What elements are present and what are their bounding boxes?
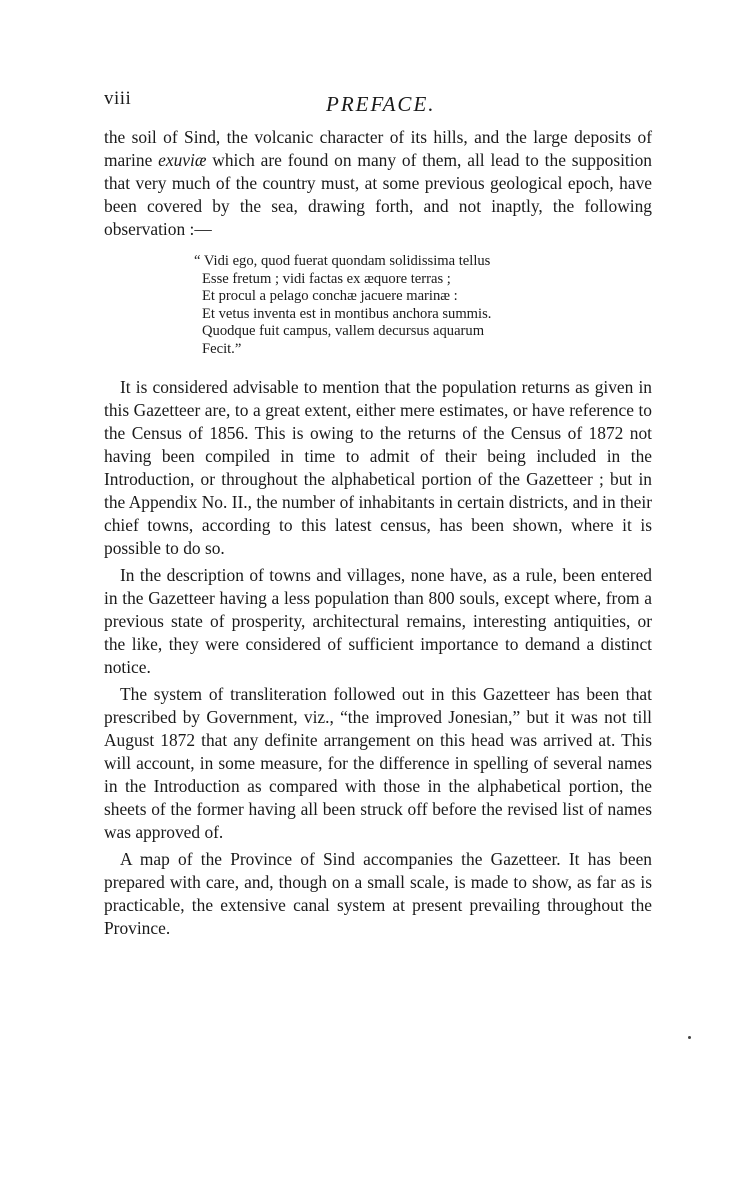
quote-line: Et vetus inventa est in montibus anchora summis. <box>202 305 492 322</box>
latin-quotation <box>194 253 652 358</box>
paragraph-1-italic-term: exuviæ <box>158 150 207 170</box>
paragraph-population: It is considered advisable to mention that the population returns as given in this Gazetteer are, to a great extent, either mere estimates, or have reference to the Census of 1856. This is owing to the returns of the Census of 1872 not having been compiled in time to admit of their being included in the Introduction, or throughout the alphabetical portion of the Gazetteer ; but in the Appendix No. II., the number of inhabitants in certain districts, and in their chief towns, according to this latest census, has been shown, where it is possible to do so. <box>104 377 652 558</box>
paragraph-1-text-a: the soil of Sind, the volcanic character of its hills, and the large deposits of marine <box>104 127 652 170</box>
quote-line: Esse fretum ; vidi factas ex æquore terras ; <box>202 270 451 287</box>
page-number: viii <box>104 88 132 109</box>
paragraph-transliteration: The system of transliteration followed out in this Gazetteer has been that prescribed by Government, viz., “the improved Jonesian,” but it was not till August 1872 that any definite arrangement on this head was arrived at. This will account, in some measure, for the difference in spelling of several names in the Introduction as compared with those in the alphabetical portion, the sheets of the former having all been struck off before the revised list of names was approved of. <box>104 684 652 842</box>
quote-line: Quodque fuit campus, vallem decursus aquarum <box>202 323 485 339</box>
quote-line: Fecit.” <box>202 340 242 357</box>
page-header <box>104 88 652 118</box>
running-title: PREFACE. <box>326 92 436 116</box>
quote-line: “ Vidi ego, quod fuerat quondam solidissima tellus <box>194 253 491 269</box>
paragraph-continuation <box>104 126 652 241</box>
paragraph-towns: In the description of towns and villages, none have, as a rule, been entered in the Gazetteer having a less population than 800 souls, except where, from a previous state of prosperity, architectural remains, interesting antiquities, or the like, they were considered of sufficient importance to demand a distinct notice. <box>104 565 652 677</box>
print-speck <box>688 1036 691 1039</box>
quote-line: Et procul a pelago conchæ jacuere marinæ : <box>202 288 458 304</box>
body-text <box>104 126 652 940</box>
paragraph-1-text-b: which are found on many of them, all lead to the supposition that very much of the country must, at some previous geological epoch, have been covered by the sea, drawing forth, and not inaptly, the following observation :— <box>104 150 652 239</box>
paragraph-map: A map of the Province of Sind accompanies the Gazetteer. It has been prepared with care, and, though on a small scale, is made to show, as far as is practicable, the extensive canal system at present prevailing throughout the Province. <box>104 849 652 938</box>
